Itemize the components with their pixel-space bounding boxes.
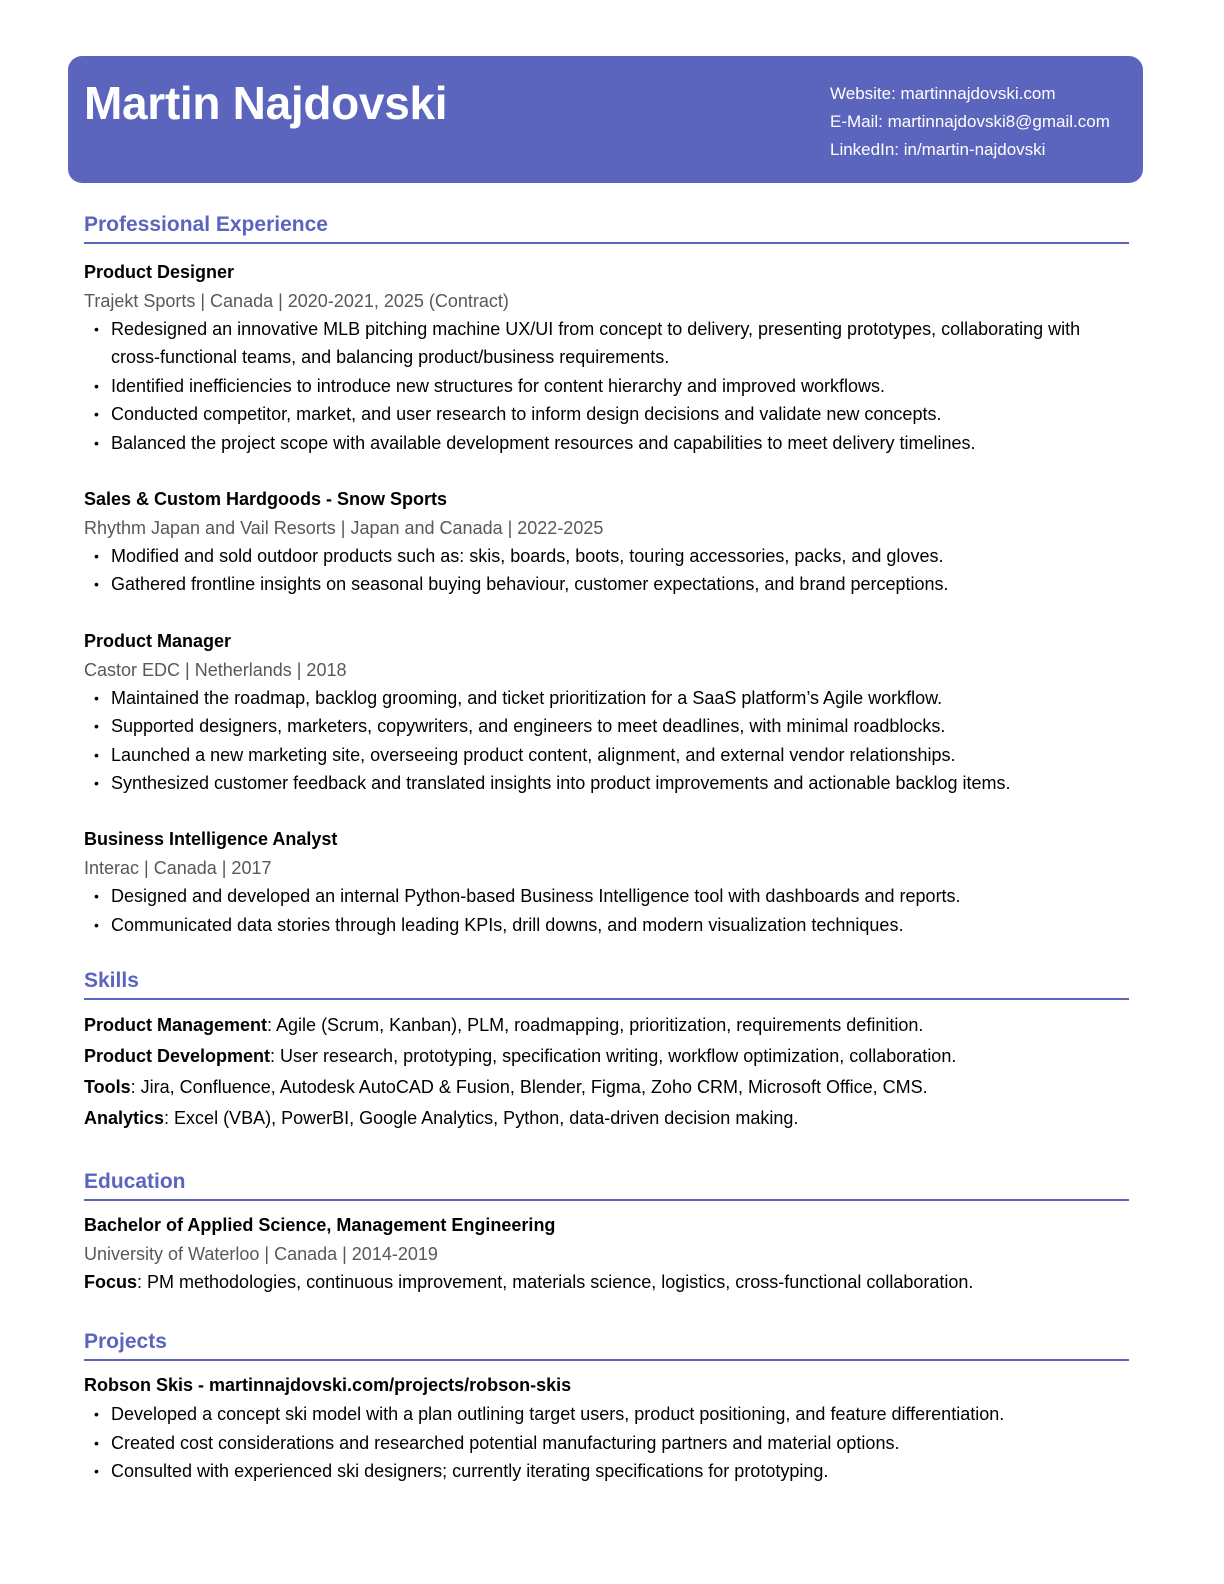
education-entry <box>84 1211 1129 1296</box>
skill-label: Product Development <box>84 1046 271 1067</box>
candidate-name: Martin Najdovski <box>84 77 448 129</box>
bullet-item: • Launched a new marketing site, overseeing product content, alignment, and external vendor relationships. <box>84 741 1129 769</box>
job-entry <box>84 258 1129 457</box>
resume-body <box>84 213 1129 1486</box>
skill-text: : Agile (Scrum, Kanban), PLM, roadmapping, prioritization, requirements definition. <box>267 1015 924 1036</box>
bullet-item: • Gathered frontline insights on seasonal buying behaviour, customer expectations, and brand perceptions. <box>84 570 1129 598</box>
skill-label: Analytics <box>84 1108 165 1129</box>
email-link[interactable]: E-Mail: martinnajdovski8@gmail.com <box>830 112 1110 131</box>
experience-section <box>84 213 1129 939</box>
skill-row <box>84 1041 1129 1072</box>
resume-header <box>68 56 1143 183</box>
skill-text: : User research, prototyping, specification writing, workflow optimization, collaboration. <box>270 1046 957 1067</box>
skills-list <box>84 1010 1129 1134</box>
project-bullets <box>84 1400 1129 1485</box>
section-title: Education <box>84 1170 1129 1201</box>
section-title: Projects <box>84 1330 1129 1361</box>
bullet-item: • Identified inefficiencies to introduce new structures for content hierarchy and improved workflows. <box>84 372 1129 400</box>
bullet-item: • Created cost considerations and researched potential manufacturing partners and material options. <box>84 1429 1129 1457</box>
bullet-item: • Synthesized customer feedback and translated insights into product improvements and actionable backlog items. <box>84 769 1129 797</box>
contact-info <box>830 80 1110 164</box>
projects-section <box>84 1330 1129 1485</box>
job-bullets <box>84 542 1129 599</box>
focus-text: : PM methodologies, continuous improvement, materials science, logistics, cross-functional collaboration. <box>137 1272 974 1293</box>
job-title: Business Intelligence Analyst <box>84 829 338 850</box>
education-meta: University of Waterloo | Canada | 2014-2019 <box>84 1244 438 1265</box>
job-meta: Rhythm Japan and Vail Resorts | Japan and Canada | 2022-2025 <box>84 518 604 539</box>
bullet-item: • Consulted with experienced ski designers; currently iterating specifications for prototyping. <box>84 1457 1129 1485</box>
bullet-item: • Maintained the roadmap, backlog grooming, and ticket prioritization for a SaaS platform’s Agile workflow. <box>84 684 1129 712</box>
job-title: Product Manager <box>84 630 232 651</box>
education-focus <box>84 1268 1129 1296</box>
project-entry <box>84 1371 1129 1485</box>
focus-label: Focus <box>84 1272 138 1293</box>
job-meta: Trajekt Sports | Canada | 2020-2021, 2025 (Contract) <box>84 291 509 311</box>
bullet-item: • Balanced the project scope with available development resources and capabilities to meet delivery timelines. <box>84 429 1129 457</box>
bullet-item: • Developed a concept ski model with a plan outlining target users, product positioning, and feature differentiation. <box>84 1400 1129 1428</box>
degree-title: Bachelor of Applied Science, Management Engineering <box>84 1215 556 1236</box>
job-meta: Interac | Canada | 2017 <box>84 858 272 879</box>
job-entry <box>84 627 1129 798</box>
job-entry <box>84 825 1129 939</box>
project-title[interactable]: Robson Skis - martinnajdovski.com/projects/robson-skis <box>84 1375 572 1396</box>
job-meta: Castor EDC | Netherlands | 2018 <box>84 659 347 680</box>
skill-text: : Excel (VBA), PowerBI, Google Analytics, Python, data-driven decision making. <box>164 1108 799 1129</box>
job-title: Sales & Custom Hardgoods - Snow Sports <box>84 489 448 510</box>
skill-label: Tools <box>84 1077 131 1098</box>
job-entry <box>84 485 1129 599</box>
skill-row <box>84 1072 1129 1103</box>
job-bullets <box>84 684 1129 798</box>
skill-label: Product Management <box>84 1015 268 1036</box>
bullet-item: • Modified and sold outdoor products such as: skis, boards, boots, touring accessories, packs, and gloves. <box>84 542 1129 570</box>
job-bullets <box>84 882 1129 939</box>
section-title: Professional Experience <box>84 213 1129 244</box>
bullet-item: • Designed and developed an internal Python-based Business Intelligence tool with dashboards and reports. <box>84 882 1129 910</box>
bullet-item: • Redesigned an innovative MLB pitching machine UX/UI from concept to delivery, presenting prototypes, collaborating with cross-functional teams, and balancing product/business requirements. <box>84 315 1129 372</box>
bullet-item: • Supported designers, marketers, copywriters, and engineers to meet deadlines, with minimal roadblocks. <box>84 712 1129 740</box>
website-link[interactable]: Website: martinnajdovski.com <box>830 84 1056 103</box>
bullet-item: • Communicated data stories through leading KPIs, drill downs, and modern visualization techniques. <box>84 911 1129 939</box>
skill-row <box>84 1010 1129 1041</box>
section-title: Skills <box>84 969 1129 1000</box>
skill-text: : Jira, Confluence, Autodesk AutoCAD & Fusion, Blender, Figma, Zoho CRM, Microsoft Office, CMS. <box>130 1077 928 1098</box>
skill-row <box>84 1103 1129 1134</box>
job-title: Product Designer <box>84 262 235 282</box>
job-bullets <box>84 315 1129 457</box>
linkedin-link[interactable]: LinkedIn: in/martin-najdovski <box>830 140 1046 159</box>
education-section <box>84 1170 1129 1296</box>
bullet-item: • Conducted competitor, market, and user research to inform design decisions and validate new concepts. <box>84 400 1129 428</box>
skills-section <box>84 969 1129 1134</box>
